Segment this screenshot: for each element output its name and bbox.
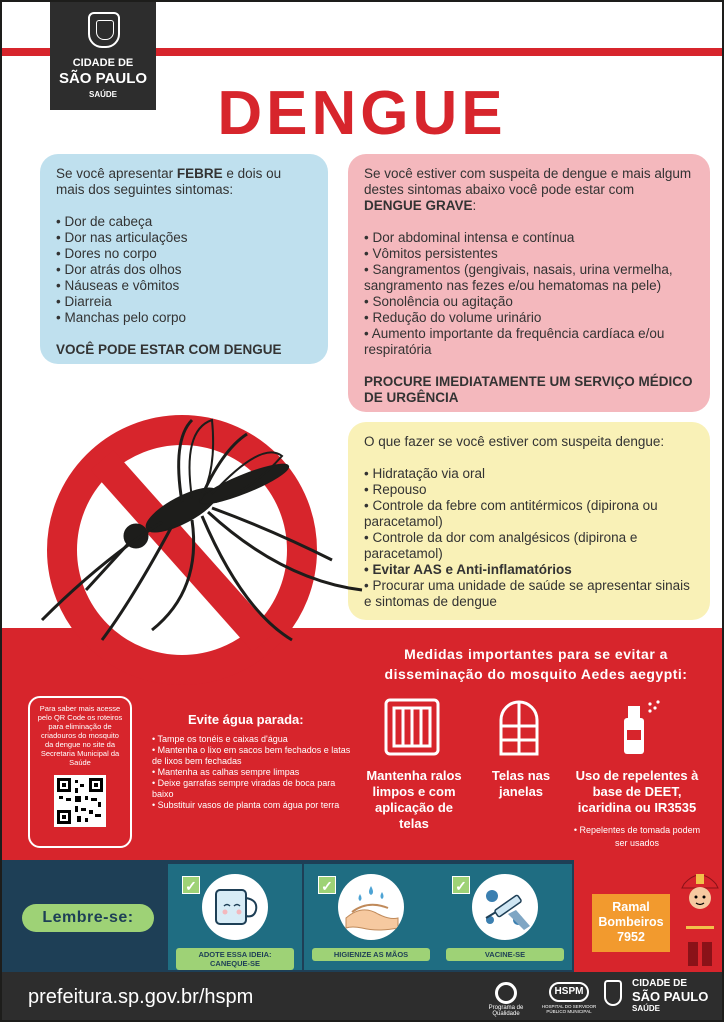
hands-illustration: [338, 874, 404, 940]
symptoms-intro: [56, 166, 312, 198]
check-icon: ✓: [452, 876, 470, 894]
list-item: • Hidratação via oral: [364, 466, 694, 482]
water-title: Evite água parada:: [188, 712, 304, 727]
qr-info-box: [28, 696, 132, 848]
reminder-card-mug: [168, 864, 302, 970]
measure-repellent: Uso de repelentes à base de DEET, icaridina ou IR3535: [575, 768, 699, 815]
measure-drains: Mantenha ralos limpos e com aplicação de telas: [366, 768, 462, 831]
check-icon: ✓: [318, 876, 336, 894]
footer-city-line3: SAÚDE: [632, 1004, 661, 1013]
firefighter-icon: [678, 866, 722, 970]
footer-city-line2: SÃO PAULO: [632, 989, 709, 1004]
firefighters-panel: [574, 860, 724, 972]
severe-intro-bold: DENGUE GRAVE: [364, 198, 473, 213]
list-item: • Aumento importante da frequência cardíaca e/ou respiratória: [364, 326, 694, 358]
measures-title: Medidas importantes para se evitar a disseminação do mosquito Aedes aegypti:: [384, 646, 688, 682]
list-item: • Repouso: [364, 482, 694, 498]
list-item: • Sonolência ou agitação: [364, 294, 694, 310]
severe-intro: [364, 166, 694, 214]
website-link[interactable]: prefeitura.sp.gov.br/hspm: [28, 986, 254, 1008]
list-item: • Mantenha as calhas sempre limpas: [152, 767, 352, 778]
check-icon: ✓: [182, 876, 200, 894]
list-item: • Dores no corpo: [56, 246, 312, 262]
card-label: VACINE-SE: [446, 948, 564, 961]
repellent-note: • Repelentes de tomada podem ser usados: [573, 825, 701, 848]
list-item: • Dor atrás dos olhos: [56, 262, 312, 278]
city-crest-small: [604, 980, 624, 1006]
severe-intro-end: :: [472, 198, 477, 213]
list-item: • Náuseas e vômitos: [56, 278, 312, 294]
qr-code[interactable]: [54, 775, 106, 827]
logo-line3: SAÚDE: [88, 90, 117, 99]
mug-illustration: [202, 874, 268, 940]
symptoms-conclusion: VOCÊ PODE ESTAR COM DENGUE: [56, 342, 282, 357]
symptoms-list: [56, 214, 312, 326]
crest-icon: [604, 980, 622, 1006]
hspm-logo: [540, 982, 598, 1014]
repellent-spray-icon: [616, 698, 662, 756]
reminder-label: Lembre-se:: [22, 904, 154, 932]
hspm-logo-subtext: HOSPITAL DO SERVIDOR PÚBLICO MUNICIPAL: [541, 1004, 597, 1014]
reminder-card-hands: [304, 864, 438, 970]
list-item: • Sangramentos (gengivais, nasais, urina vermelha, sangramento nas fezes e/ou hematomas na pele): [364, 262, 694, 294]
severe-conclusion: PROCURE IMEDIATAMENTE UM SERVIÇO MÉDICO DE URGÊNCIA: [364, 374, 693, 405]
symptoms-intro-text: Se você apresentar: [56, 166, 177, 181]
header-stripe: [156, 48, 722, 56]
syringe-icon: [472, 874, 538, 940]
symptoms-intro-bold: FEBRE: [176, 166, 223, 181]
list-item: • Controle da febre com antitérmicos (dipirona ou paracetamol): [364, 498, 694, 530]
list-item: • Deixe garrafas sempre viradas de boca para baixo: [152, 778, 352, 800]
list-item: • Dor abdominal intensa e contínua: [364, 230, 694, 246]
list-item: • Substituir vasos de planta com água por terra: [152, 800, 352, 811]
severe-intro-text: Se você estiver com suspeita de dengue e mais algum destes sintomas abaixo você pode estar com: [364, 166, 692, 197]
reminder-card-vaccine: [438, 864, 572, 970]
quality-logo-icon: [495, 982, 517, 1004]
crest-icon: [88, 12, 120, 48]
logo-line2: SÃO PAULO: [58, 70, 148, 87]
list-item-warning: • Evitar AAS e Anti-inflamatórios: [364, 562, 694, 578]
quality-logo-text: Programa de Qualidade: [488, 1005, 524, 1017]
mug-icon: [202, 874, 268, 940]
drain-icon: [384, 698, 440, 756]
list-item: • Vômitos persistentes: [364, 246, 694, 262]
footer: [2, 972, 722, 1022]
list-item: • Procurar uma unidade de saúde se apresentar sinais e sintomas de dengue: [364, 578, 694, 610]
logo-line1: CIDADE DE: [72, 57, 134, 69]
list-item: • Controle da dor com analgésicos (dipirona e paracetamol): [364, 530, 694, 562]
list-item: • Manchas pelo corpo: [56, 310, 312, 326]
city-logo-footer: [632, 978, 716, 1013]
what-to-do-box: [348, 422, 710, 620]
list-item: • Redução do volume urinário: [364, 310, 694, 326]
list-item: • Mantenha o lixo em sacos bem fechados e latas de lixos bem fechadas: [152, 745, 352, 767]
severe-box: [348, 154, 710, 412]
list-item: • Tampe os tonéis e caixas d'água: [152, 734, 352, 745]
card-label: ADOTE ESSA IDEIA: CANEQUE-SE: [176, 948, 294, 970]
symptoms-intro-end: e dois ou mais dos seguintes sintomas:: [56, 166, 282, 197]
qr-info-text: Para saber mais acesse pelo QR Code os roteiros para eliminação de criadouros do mosquito da dengue no site da Secretaria Municipal da Saúde: [37, 704, 123, 767]
list-item: • Diarreia: [56, 294, 312, 310]
quality-program-logo: [478, 982, 534, 1017]
qr-code-icon: [57, 778, 103, 824]
page-title: DENGUE: [217, 79, 507, 148]
list-item: • Dor nas articulações: [56, 230, 312, 246]
card-label: HIGIENIZE AS MÃOS: [312, 948, 430, 961]
water-list: [152, 734, 352, 811]
list-item: • Dor de cabeça: [56, 214, 312, 230]
severe-list: [364, 230, 694, 358]
what-to-do-intro: O que fazer se você estiver com suspeita dengue:: [364, 434, 665, 449]
vaccine-illustration: [472, 874, 538, 940]
no-mosquito-sign-icon: [32, 390, 372, 690]
window-screen-icon: [498, 698, 540, 756]
hand-wash-icon: [338, 874, 404, 940]
footer-city-line1: CIDADE DE: [632, 978, 688, 989]
header-stripe-left: [2, 48, 50, 56]
firefighters-extension: Ramal Bombeiros 7952: [592, 894, 670, 952]
hspm-logo-text: HSPM: [549, 982, 589, 1002]
symptoms-box: [40, 154, 328, 364]
what-to-do-list: [364, 466, 694, 610]
measure-window-screens: Telas nas janelas: [491, 768, 551, 799]
